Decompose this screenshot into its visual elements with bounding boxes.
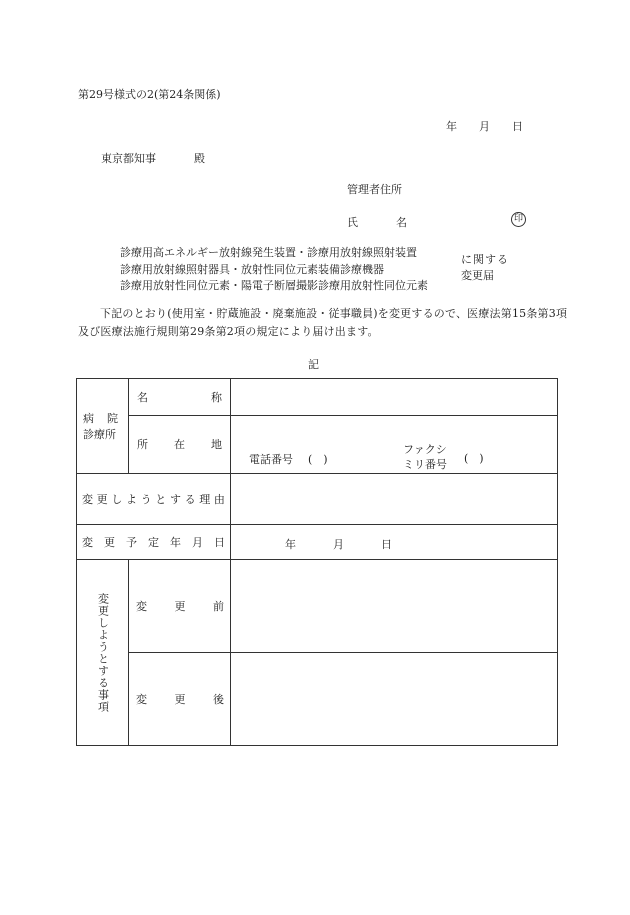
reason-value-cell[interactable] [231, 474, 558, 525]
body-text: 下記のとおり(使用室・貯蔵施設・廃棄施設・従事職員)を変更するので、医療法第15条第3項及び医療法施行規則第29条第2項の規定により届け出ます。 [78, 307, 568, 338]
manager-name-label-2: 名 [396, 216, 407, 229]
manager-name-label-1: 氏 [347, 216, 358, 229]
hospital-label-2: 診療所 [83, 428, 116, 441]
after-value-cell[interactable] [231, 653, 558, 746]
after-label [129, 653, 231, 746]
before-label [129, 560, 231, 653]
schedule-char: 月 [192, 536, 203, 549]
fax-label-1: ファクシ [403, 443, 447, 456]
after-char: 変 [136, 693, 147, 706]
honorific: 殿 [194, 152, 205, 165]
before-char: 前 [213, 600, 224, 613]
items-label [77, 560, 129, 746]
schedule-char: 定 [148, 536, 159, 549]
subject-line-1: 診療用高エネルギー放射線発生装置・診療用放射線照射装置 [120, 246, 417, 259]
schedule-char: 日 [214, 536, 225, 549]
reason-char: 由 [213, 493, 225, 506]
after-char: 更 [174, 693, 186, 706]
submission-date [446, 118, 523, 134]
manager-name-label [347, 214, 407, 230]
reason-label [77, 474, 231, 525]
location-label-char: 在 [174, 438, 185, 451]
schedule-char: 変 [82, 536, 93, 549]
reason-char: よ [125, 493, 137, 506]
manager-address-label: 管理者住所 [347, 183, 402, 196]
name-label-char: 名 [137, 391, 148, 404]
subject-suffix-1: に関する [461, 253, 509, 266]
hospital-label [77, 379, 129, 474]
schedule-char: 予 [126, 536, 137, 549]
location-label-char: 地 [211, 438, 222, 451]
phone-label: 電話番号 [249, 453, 293, 466]
subject-line-3: 診療用放射性同位元素・陽電子断層撮影診療用放射性同位元素 [120, 279, 428, 292]
name-label-char: 称 [211, 391, 222, 404]
subject-suffix-2: 変更届 [461, 269, 494, 282]
before-value-cell[interactable] [231, 560, 558, 653]
reason-char: と [155, 493, 167, 506]
schedule-label [77, 525, 231, 560]
reason-char: う [140, 493, 152, 506]
form-number: 第29号様式の2(第24条関係) [78, 88, 221, 101]
schedule-char: 年 [170, 536, 181, 549]
addressee [101, 150, 205, 166]
reason-char: 更 [96, 493, 108, 506]
schedule-month: 月 [333, 538, 344, 551]
items-label-text: 変更しようとする事項 [96, 592, 110, 713]
name-label [129, 379, 231, 416]
hospital-label-1: 病 院 [83, 412, 119, 425]
day-label: 日 [512, 120, 523, 133]
reason-char: し [111, 493, 123, 506]
schedule-value-cell[interactable] [231, 525, 558, 560]
location-label [129, 416, 231, 474]
year-label: 年 [446, 120, 457, 133]
schedule-year: 年 [285, 538, 296, 551]
name-value-cell[interactable] [231, 379, 558, 416]
before-char: 変 [136, 600, 147, 613]
subject-line-2: 診療用放射線照射器具・放射性同位元素装備診療機器 [120, 263, 384, 276]
form-table [76, 378, 558, 746]
schedule-day: 日 [381, 538, 392, 551]
location-label-char: 所 [137, 438, 148, 451]
reason-char: 理 [199, 493, 211, 506]
before-char: 更 [174, 600, 186, 613]
fax-label-2: ミリ番号 [403, 458, 447, 471]
reason-char: 変 [82, 493, 93, 506]
reason-char: す [169, 493, 181, 506]
after-char: 後 [213, 693, 224, 706]
reason-char: る [184, 493, 196, 506]
phone-parens: ( ) [308, 453, 328, 466]
fax-parens: ( ) [464, 452, 484, 465]
month-label: 月 [479, 120, 490, 133]
schedule-char: 更 [104, 536, 115, 549]
seal-icon: 印 [511, 212, 526, 227]
location-value-cell[interactable] [231, 416, 558, 474]
addressee-name: 東京都知事 [101, 152, 156, 165]
ki-heading: 記 [308, 358, 319, 371]
